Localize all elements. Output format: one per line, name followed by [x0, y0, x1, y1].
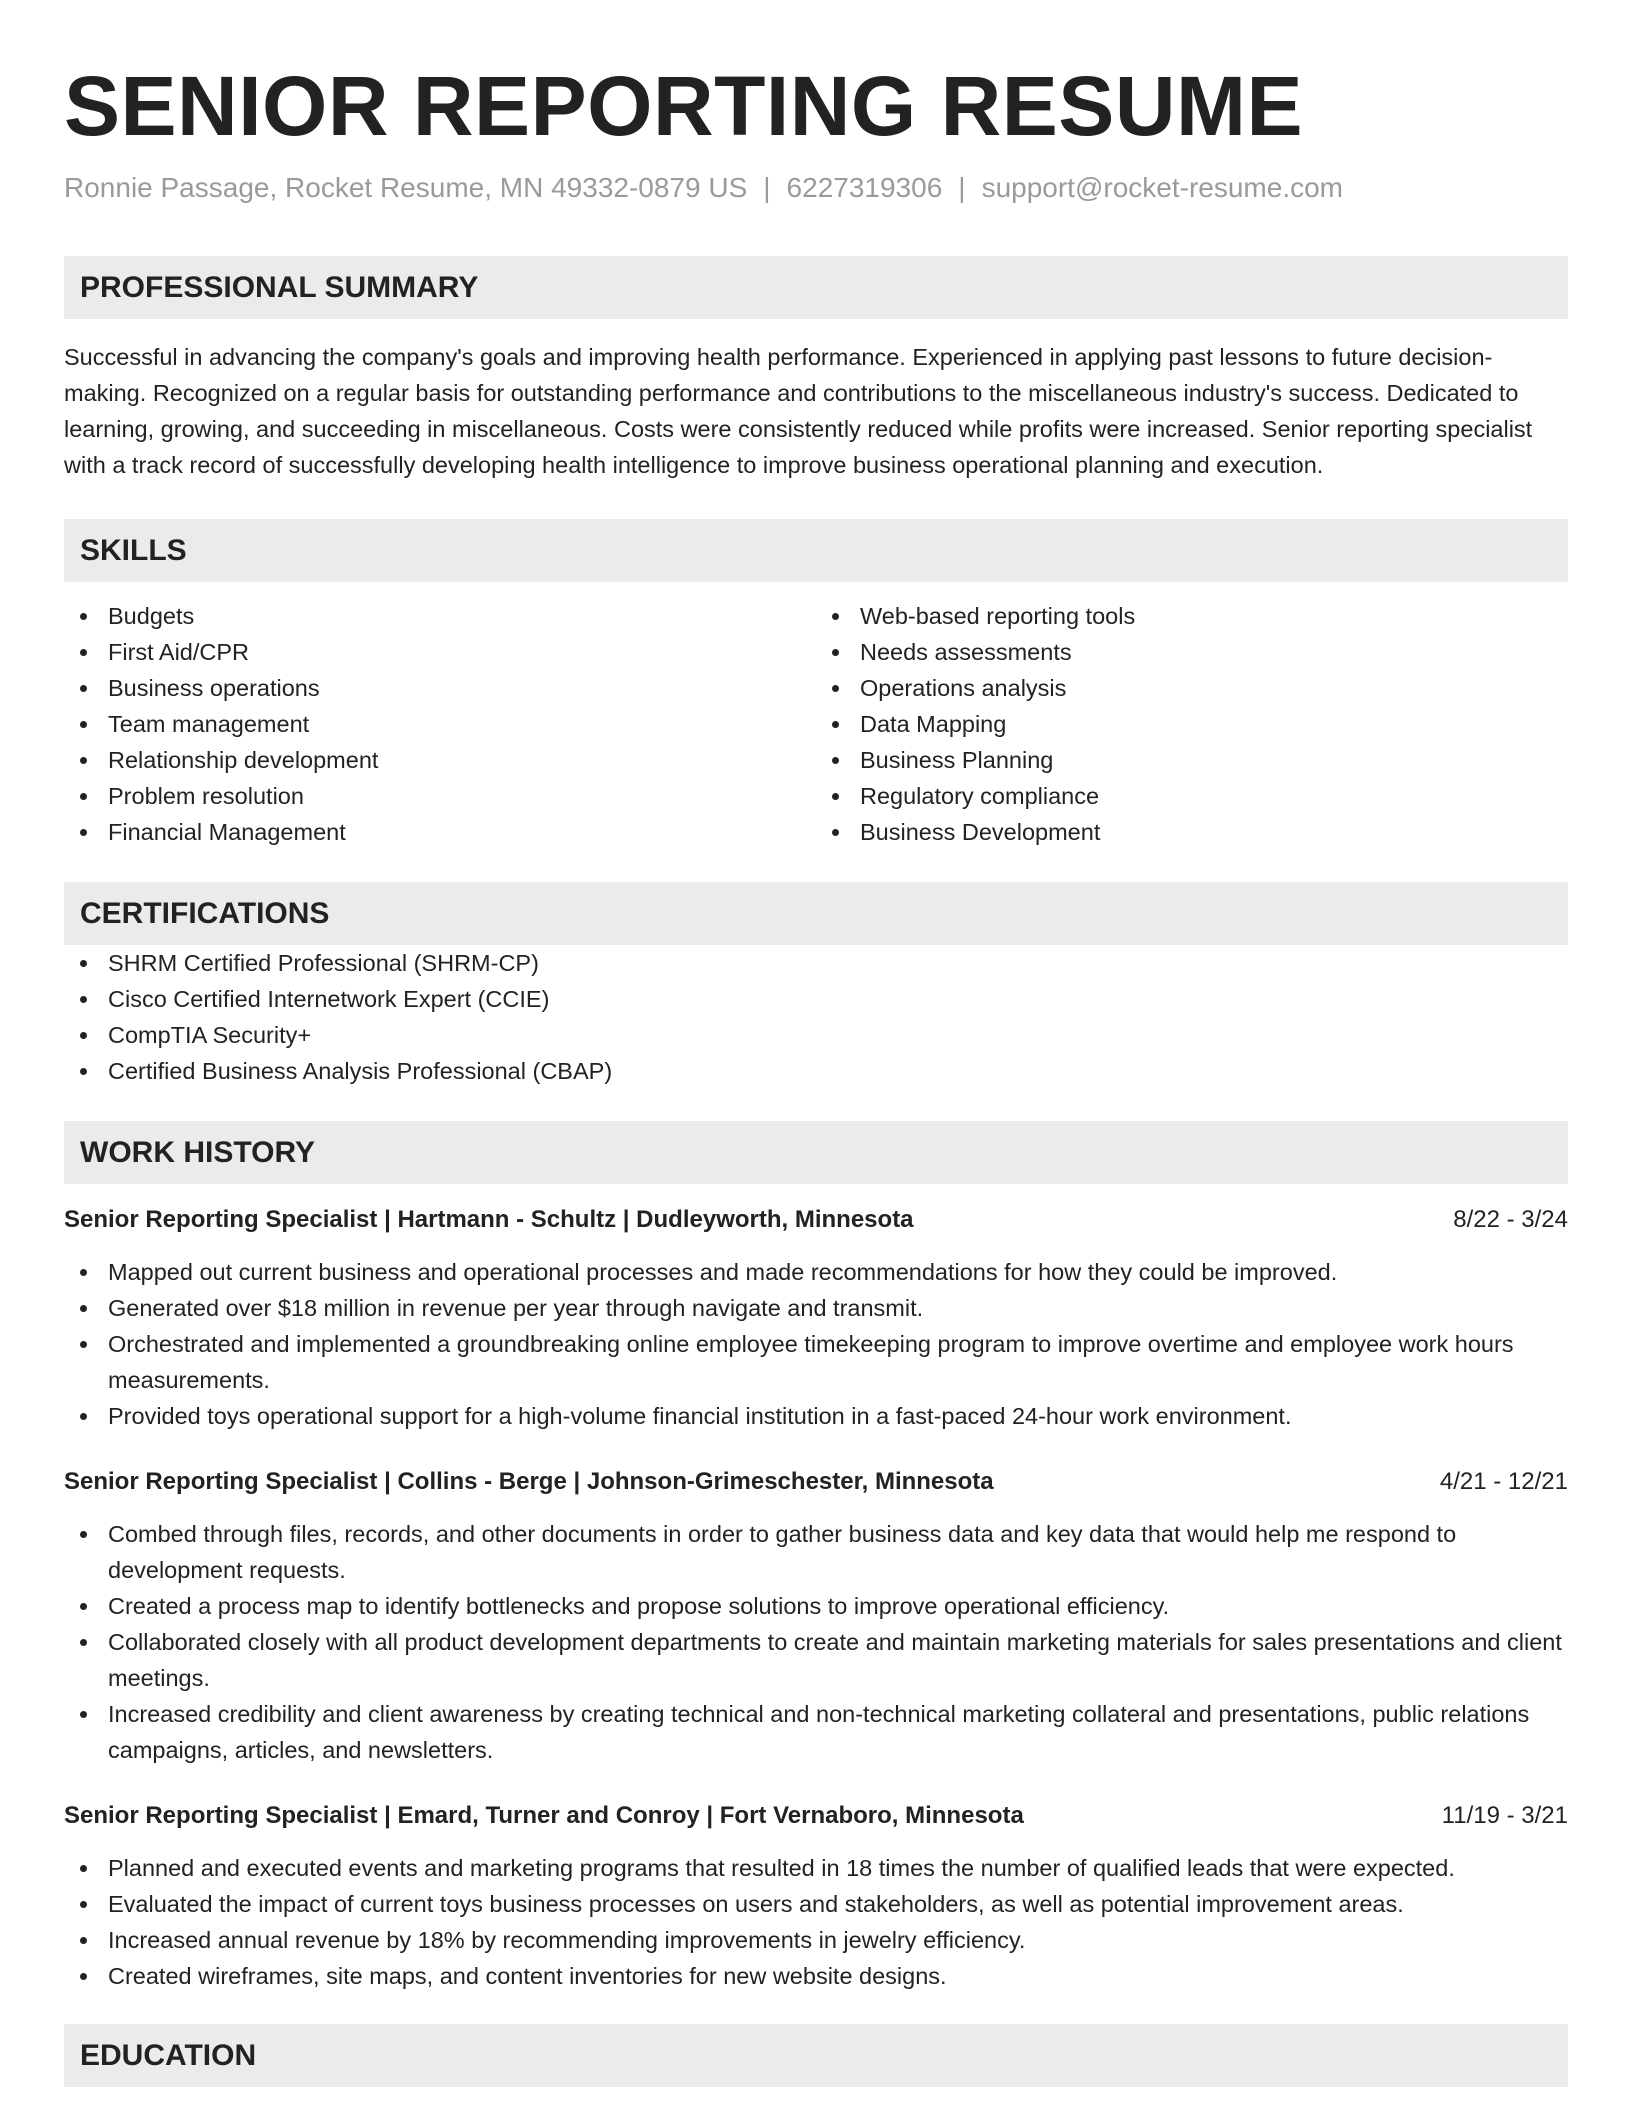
skills-section	[64, 519, 1568, 850]
skills-list-left	[64, 598, 816, 850]
job-bullet: Increased annual revenue by 18% by recommending improvements in jewelry efficiency.	[64, 1922, 1568, 1958]
skill-item: Financial Management	[64, 814, 816, 850]
skill-item: Team management	[64, 706, 816, 742]
skills-grid	[64, 598, 1568, 850]
skill-item: Budgets	[64, 598, 816, 634]
job-bullet: Planned and executed events and marketing programs that resulted in 18 times the number of qualified leads that were expected.	[64, 1850, 1568, 1886]
job-entry	[64, 1798, 1568, 1994]
contact-separator: |	[763, 172, 771, 203]
job-title: Senior Reporting Specialist | Hartmann - Schultz | Dudleyworth, Minnesota	[64, 1206, 914, 1233]
skill-item: Operations analysis	[816, 670, 1568, 706]
job-entry	[64, 1202, 1568, 1434]
job-header	[64, 1464, 1568, 1500]
education-section	[64, 2024, 1568, 2087]
skills-column-right	[816, 598, 1568, 850]
job-entry	[64, 1464, 1568, 1768]
skill-item: Relationship development	[64, 742, 816, 778]
job-bullets	[64, 1516, 1568, 1768]
job-bullet: Evaluated the impact of current toys business processes on users and stakeholders, as well as potential improvement areas.	[64, 1886, 1568, 1922]
contact-phone: 6227319306	[786, 172, 943, 203]
contact-separator: |	[958, 172, 966, 203]
skills-heading: SKILLS	[64, 519, 1568, 582]
education-heading: EDUCATION	[64, 2024, 1568, 2087]
job-bullet: Created a process map to identify bottlenecks and propose solutions to improve operational efficiency.	[64, 1588, 1568, 1624]
job-bullet: Combed through files, records, and other documents in order to gather business data and key data that would help me respond to development requests.	[64, 1516, 1568, 1588]
job-dates: 11/19 - 3/21	[1441, 1802, 1568, 1829]
certification-item: Cisco Certified Internetwork Expert (CCIE)	[64, 981, 1568, 1017]
job-bullet: Collaborated closely with all product development departments to create and maintain marketing materials for sales presentations and client meetings.	[64, 1624, 1568, 1696]
certification-item: Certified Business Analysis Professional (CBAP)	[64, 1053, 1568, 1089]
work-history-heading: WORK HISTORY	[64, 1121, 1568, 1184]
job-dates: 8/22 - 3/24	[1453, 1206, 1568, 1233]
contact-address: Ronnie Passage, Rocket Resume, MN 49332-0879 US	[64, 172, 748, 203]
skill-item: First Aid/CPR	[64, 634, 816, 670]
skill-item: Data Mapping	[816, 706, 1568, 742]
skills-list-right	[816, 598, 1568, 850]
summary-text: Successful in advancing the company's goals and improving health performance. Experienced in applying past lessons to future decision-making. Recognized on a regular basis for outstanding performance and contributions to the miscellaneous industry's success. Dedicated to learning, growing, and succeeding in miscellaneous. Costs were consistently reduced while profits were increased. Senior reporting specialist with a track record of successfully developing health intelligence to improve business operational planning and execution.	[64, 344, 1533, 478]
certification-item: CompTIA Security+	[64, 1017, 1568, 1053]
job-bullet: Generated over $18 million in revenue per year through navigate and transmit.	[64, 1290, 1568, 1326]
summary-heading: PROFESSIONAL SUMMARY	[64, 256, 1568, 319]
skill-item: Web-based reporting tools	[816, 598, 1568, 634]
job-dates: 4/21 - 12/21	[1439, 1468, 1568, 1495]
contact-line	[64, 170, 1568, 206]
summary-section	[64, 256, 1568, 483]
job-header	[64, 1202, 1568, 1238]
certifications-heading: CERTIFICATIONS	[64, 882, 1568, 945]
certifications-list	[64, 945, 1568, 1089]
skill-item: Regulatory compliance	[816, 778, 1568, 814]
job-title: Senior Reporting Specialist | Collins - Berge | Johnson-Grimeschester, Minnesota	[64, 1468, 994, 1495]
job-bullet: Created wireframes, site maps, and content inventories for new website designs.	[64, 1958, 1568, 1994]
skill-item: Business Development	[816, 814, 1568, 850]
skill-item: Business operations	[64, 670, 816, 706]
job-bullets	[64, 1850, 1568, 1994]
job-bullet: Provided toys operational support for a high-volume financial institution in a fast-paced 24-hour work environment.	[64, 1398, 1568, 1434]
job-bullets	[64, 1254, 1568, 1434]
work-history-section	[64, 1121, 1568, 1994]
skill-item: Needs assessments	[816, 634, 1568, 670]
job-header	[64, 1798, 1568, 1834]
job-bullet: Mapped out current business and operational processes and made recommendations for how they could be improved.	[64, 1254, 1568, 1290]
skills-column-left	[64, 598, 816, 850]
contact-email: support@rocket-resume.com	[981, 172, 1343, 203]
skill-item: Business Planning	[816, 742, 1568, 778]
job-title: Senior Reporting Specialist | Emard, Turner and Conroy | Fort Vernaboro, Minnesota	[64, 1802, 1024, 1829]
certifications-section	[64, 882, 1568, 1089]
resume-title: SENIOR REPORTING RESUME	[64, 59, 1303, 153]
certification-item: SHRM Certified Professional (SHRM-CP)	[64, 945, 1568, 981]
skill-item: Problem resolution	[64, 778, 816, 814]
job-bullet: Increased credibility and client awareness by creating technical and non-technical marketing collateral and presentations, public relations campaigns, articles, and newsletters.	[64, 1696, 1568, 1768]
job-bullet: Orchestrated and implemented a groundbreaking online employee timekeeping program to improve overtime and employee work hours measurements.	[64, 1326, 1568, 1398]
